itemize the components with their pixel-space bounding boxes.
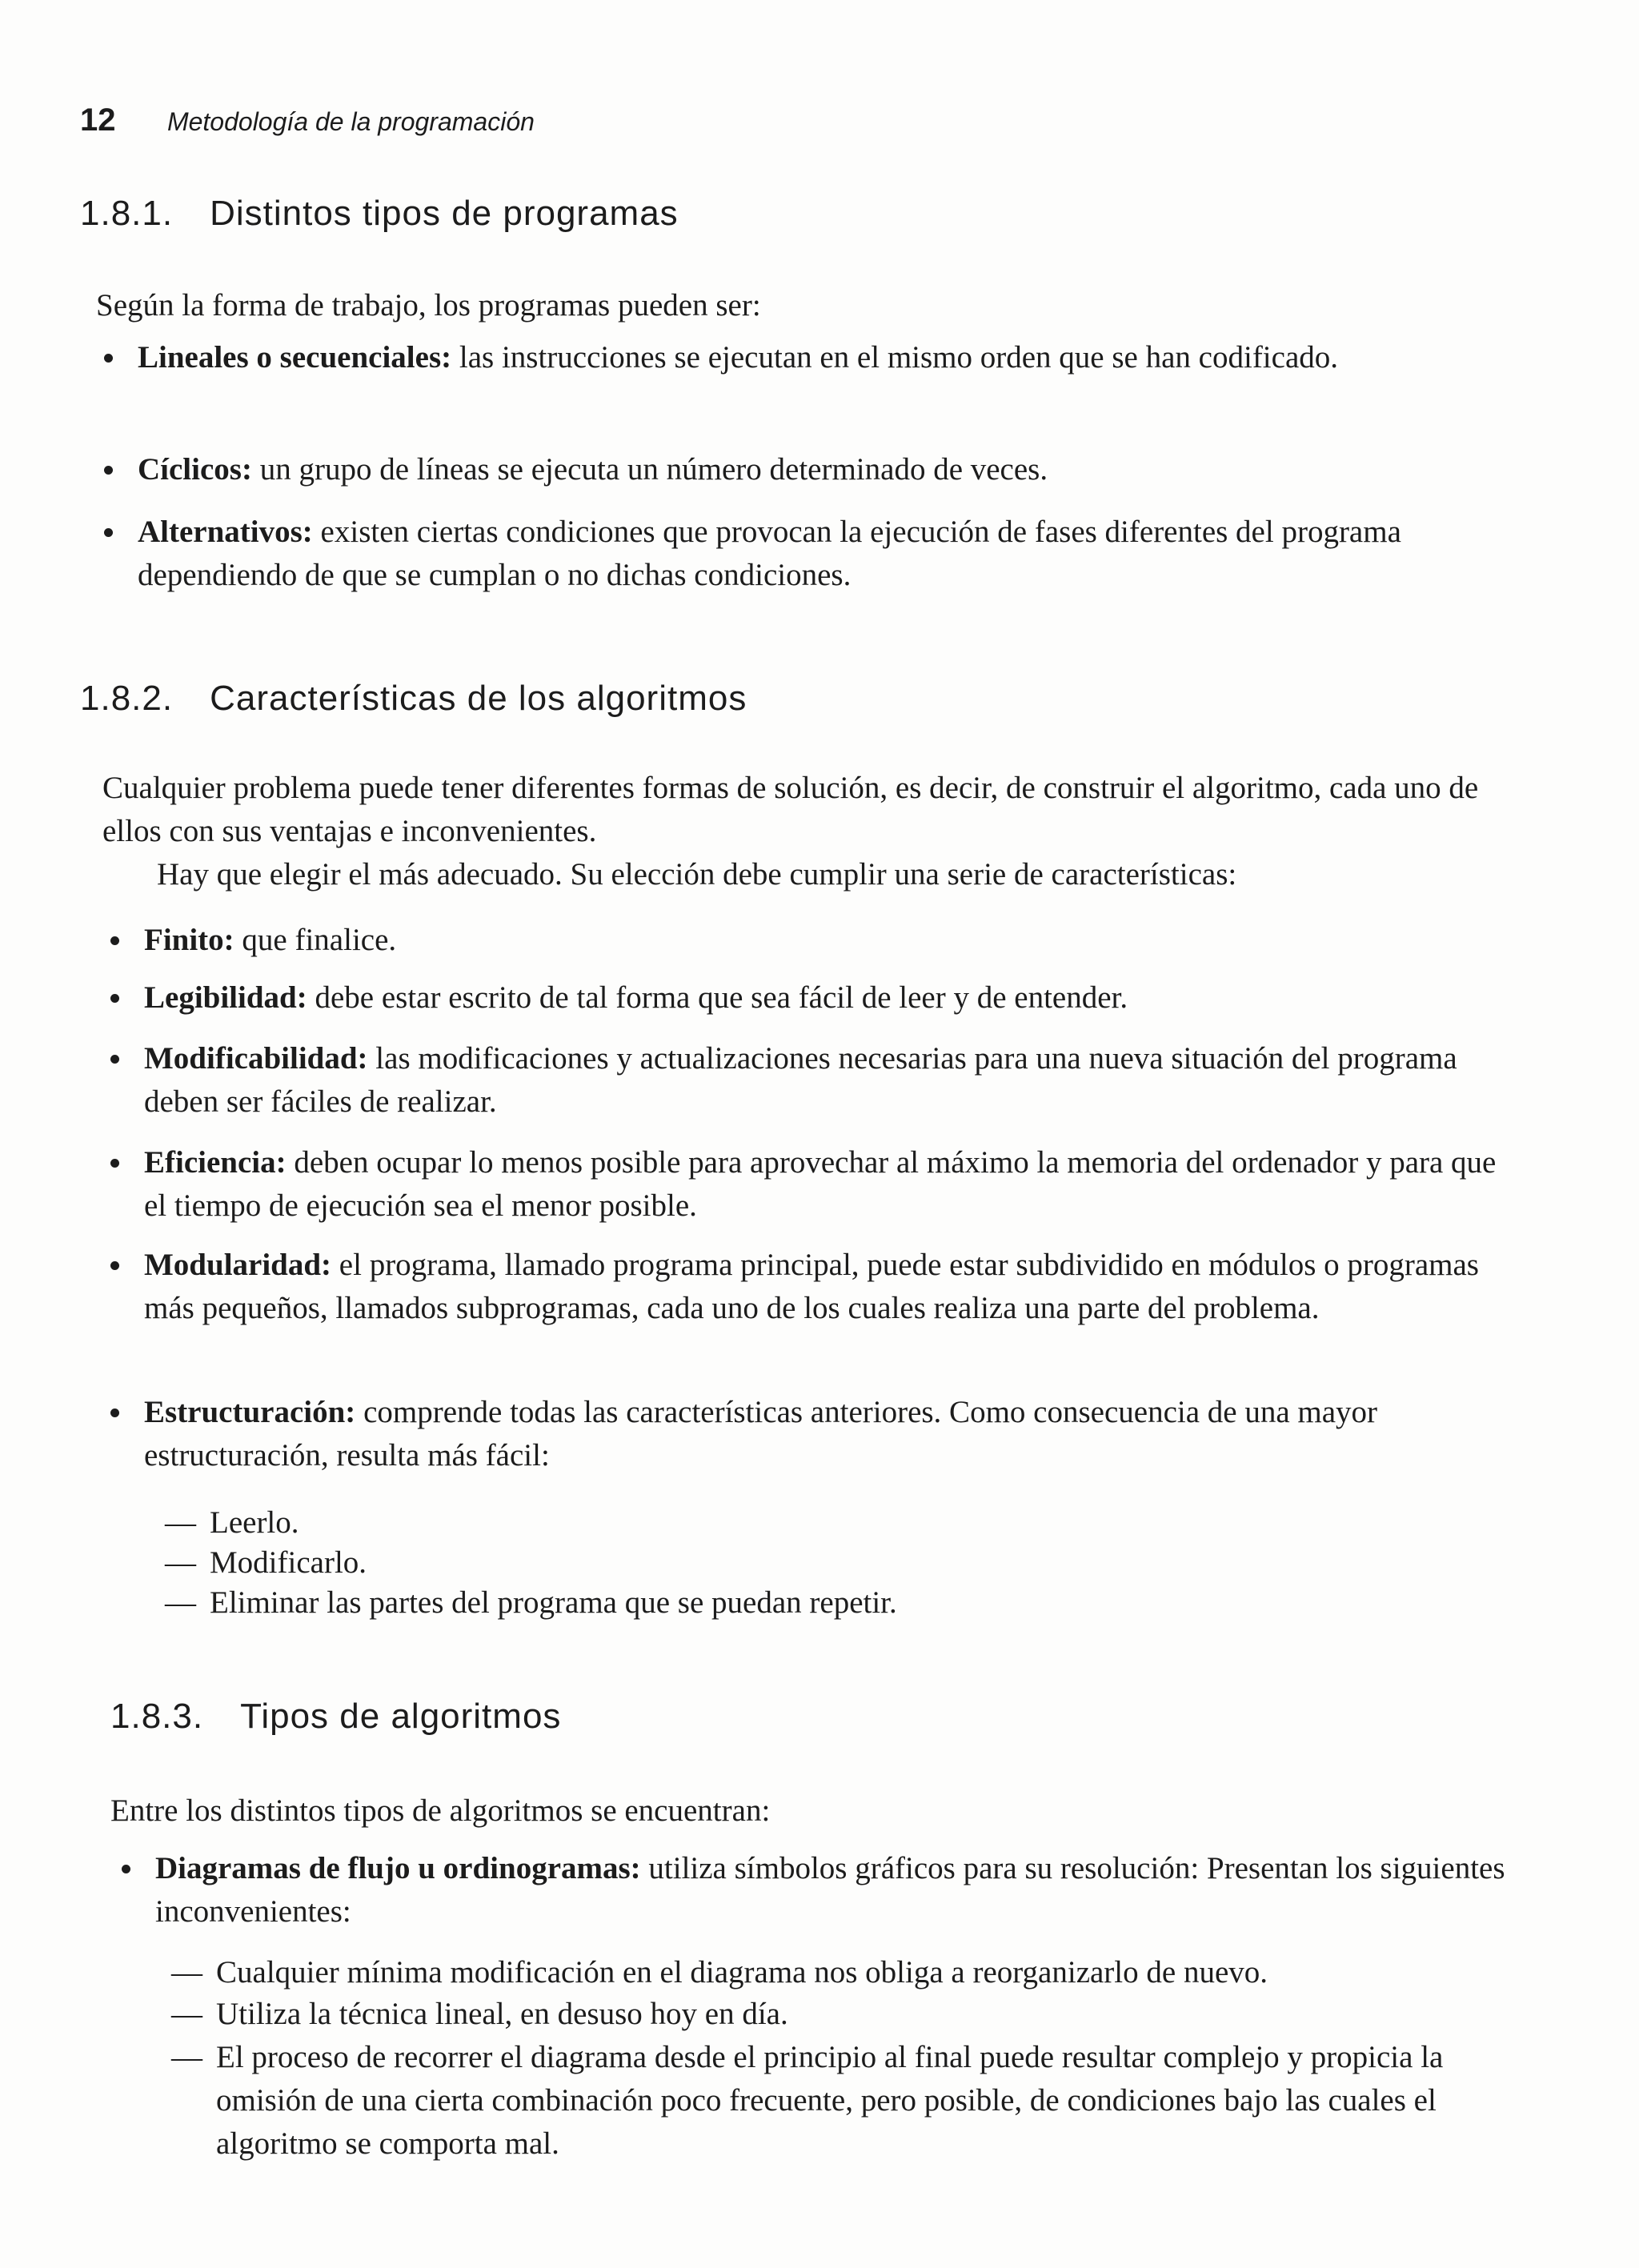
dash-list-item: [171, 2036, 1521, 2166]
section-number: 1.8.3.: [110, 1697, 204, 1736]
bullet-icon: [110, 994, 119, 1003]
dash-item-text: Leerlo.: [210, 1505, 299, 1540]
item-term: Modularidad:: [144, 1248, 332, 1282]
item-term: Estructuración:: [144, 1395, 356, 1429]
dash-item-text: El proceso de recorrer el diagrama desde el principio al final puede resultar complejo y propicia la omisión de una cierta combinación poco frecuente, pero posible, de condiciones bajo las cuales el algoritmo se comporta mal.: [216, 2040, 1444, 2161]
dash-item-text: Utiliza la técnica lineal, en desuso hoy en día.: [216, 1997, 788, 2031]
list-item: [138, 511, 1514, 597]
bullet-icon: [122, 1865, 130, 1873]
item-description: que finalice.: [234, 923, 397, 957]
list-item: [138, 448, 1514, 491]
dash-icon: —: [171, 1955, 202, 1990]
section-title: Distintos tipos de programas: [210, 194, 679, 233]
list-item: [144, 919, 1513, 962]
dash-list-item: [165, 1501, 299, 1545]
dash-list-item: [171, 1993, 788, 2036]
bullet-icon: [110, 1408, 119, 1417]
item-term: Finito:: [144, 923, 234, 957]
dash-icon: —: [171, 2040, 202, 2074]
bullet-icon: [104, 466, 113, 475]
bullet-icon: [110, 1055, 119, 1064]
running-title: Metodología de la programación: [166, 107, 535, 136]
dash-icon: —: [165, 1505, 196, 1540]
list-item: [144, 1037, 1513, 1124]
dash-list-item: [171, 1951, 1268, 1994]
item-term: Diagramas de flujo u ordinogramas:: [155, 1851, 641, 1885]
dash-icon: —: [171, 1997, 202, 2031]
section-number: 1.8.1.: [80, 194, 174, 233]
item-term: Modificabilidad:: [144, 1041, 368, 1076]
list-item: [144, 1391, 1513, 1477]
item-description: utiliza símbolos gráficos para su resolución: Presentan los siguientes inconvenientes:: [155, 1851, 1505, 1929]
dash-list-item: [165, 1541, 367, 1585]
list-item: [144, 1244, 1513, 1330]
item-description: las modificaciones y actualizaciones necesarias para una nueva situación del programa deben ser fáciles de realizar.: [144, 1041, 1457, 1119]
section-heading-1-8-2: [80, 679, 747, 719]
intro-paragraph: Entre los distintos tipos de algoritmos se encuentran:: [110, 1793, 771, 1828]
item-term: Legibilidad:: [144, 980, 307, 1015]
bullet-icon: [110, 1159, 119, 1168]
intro-paragraph: Según la forma de trabajo, los programas pueden ser:: [96, 288, 761, 323]
item-term: Alternativos:: [138, 515, 313, 549]
bullet-icon: [110, 1261, 119, 1270]
dash-list-item: [165, 1581, 897, 1625]
dash-icon: —: [165, 1545, 196, 1580]
bullet-icon: [104, 354, 113, 363]
item-term: Cíclicos:: [138, 452, 252, 487]
dash-icon: —: [165, 1585, 196, 1620]
item-description: debe estar escrito de tal forma que sea fácil de leer y de entender.: [307, 980, 1128, 1015]
item-description: existen ciertas condiciones que provocan la ejecución de fases diferentes del programa dependiendo de que se cumplan o no dichas condiciones.: [138, 515, 1401, 592]
item-description: un grupo de líneas se ejecuta un número determinado de veces.: [251, 452, 1048, 487]
item-description: el programa, llamado programa principal, puede estar subdividido en módulos o programas más pequeños, llamados subprogramas, cada uno de los cuales realiza una parte del problema.: [144, 1248, 1479, 1325]
section-heading-1-8-1: [80, 194, 679, 234]
section-title: Tipos de algoritmos: [240, 1697, 562, 1736]
item-description: las instrucciones se ejecutan en el mismo orden que se han codificado.: [451, 340, 1339, 375]
intro-paragraph: Cualquier problema puede tener diferentes formas de solución, es decir, de construir el algoritmo, cada uno de ellos con sus ventajas e inconvenientes.: [102, 771, 1479, 848]
bullet-icon: [110, 936, 119, 945]
section-title: Características de los algoritmos: [210, 679, 747, 718]
list-item: [144, 1141, 1513, 1228]
section-number: 1.8.2.: [80, 679, 174, 718]
item-term: Lineales o secuenciales:: [138, 340, 452, 375]
intro-paragraph-2: Hay que elegir el más adecuado. Su elección debe cumplir una serie de características:: [157, 857, 1237, 892]
item-description: comprende todas las características anteriores. Como consecuencia de una mayor estructuración, resulta más fácil:: [144, 1395, 1378, 1473]
running-head: [80, 102, 535, 138]
item-description: deben ocupar lo menos posible para aprovechar al máximo la memoria del ordenador y para que el tiempo de ejecución sea el menor posible.: [144, 1145, 1497, 1223]
bullet-icon: [104, 528, 113, 537]
dash-item-text: Eliminar las partes del programa que se puedan repetir.: [210, 1585, 897, 1620]
list-item: [138, 336, 1514, 379]
page-number: 12: [80, 102, 116, 138]
section-heading-1-8-3: [110, 1697, 561, 1737]
dash-item-text: Modificarlo.: [210, 1545, 367, 1580]
dash-item-text: Cualquier mínima modificación en el diagrama nos obliga a reorganizarlo de nuevo.: [216, 1955, 1268, 1990]
item-term: Eficiencia:: [144, 1145, 287, 1180]
list-item: [144, 976, 1513, 1020]
list-item: [155, 1847, 1521, 1933]
